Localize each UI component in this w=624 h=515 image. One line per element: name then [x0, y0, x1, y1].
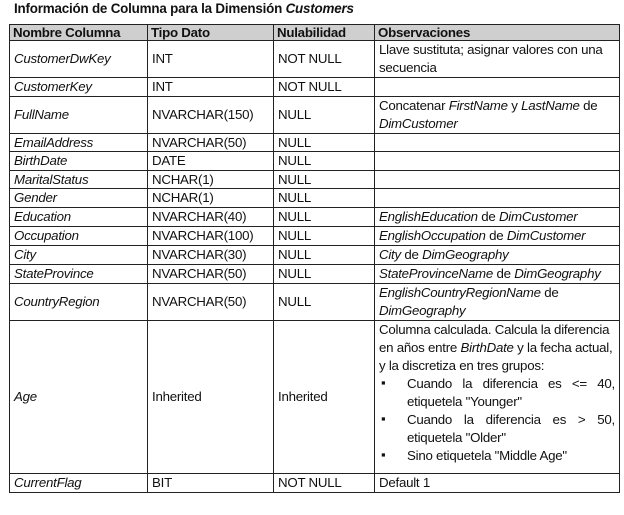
observations-cell [375, 41, 620, 78]
data-type-cell: NCHAR(1) [148, 170, 274, 189]
observation-text: DimCustomer [379, 115, 458, 131]
header-observations: Observaciones [375, 25, 620, 41]
observations-cell [375, 133, 620, 152]
observations-cell [375, 78, 620, 97]
column-name-cell: Age [10, 320, 148, 473]
data-type-cell: NVARCHAR(100) [148, 226, 274, 245]
header-nullability: Nulabilidad [274, 25, 375, 41]
nullability-cell: Inherited [274, 320, 375, 473]
table-row [10, 226, 620, 245]
nullability-cell: NULL [274, 245, 375, 264]
table-row [10, 189, 620, 208]
column-name-cell: FullName [10, 96, 148, 133]
observation-text: DimCustomer [498, 208, 578, 224]
observations-cell [375, 96, 620, 133]
data-type-cell: NVARCHAR(50) [148, 264, 274, 283]
column-name-cell: CustomerKey [10, 78, 148, 97]
observations-cell [375, 264, 620, 283]
observations-cell [375, 283, 620, 320]
observation-bullet-item: ▪ Sino etiquetela "Middle Age" [379, 447, 615, 465]
column-name-cell: CountryRegion [10, 283, 148, 320]
observation-bullet-item: ▪ Cuando la diferencia es > 50, etiquetela "Older" [379, 411, 615, 447]
observation-text: BirthDate [460, 339, 514, 355]
observation-text: de [485, 227, 507, 243]
column-name-cell: City [10, 245, 148, 264]
table-row [10, 264, 620, 283]
column-name-cell: Education [10, 207, 148, 226]
nullability-cell: NULL [274, 170, 375, 189]
observation-text: Default 1 [379, 474, 430, 490]
nullability-cell: NOT NULL [274, 78, 375, 97]
table-row [10, 170, 620, 189]
observation-text: DimGeography [514, 265, 601, 281]
observation-text: LastName [521, 97, 580, 113]
nullability-cell: NULL [274, 189, 375, 208]
column-name-cell: BirthDate [10, 152, 148, 171]
observations-cell [375, 245, 620, 264]
observation-text: EnglishOccupation [379, 227, 486, 243]
observations-cell [375, 473, 620, 492]
observation-text: de [493, 265, 515, 281]
table-row [10, 133, 620, 152]
table-row [10, 96, 620, 133]
nullability-cell: NOT NULL [274, 473, 375, 492]
table-row [10, 283, 620, 320]
observations-cell [375, 207, 620, 226]
column-name-cell: MaritalStatus [10, 170, 148, 189]
observation-text: DimGeography [379, 302, 466, 318]
observation-bullet-list [379, 375, 615, 465]
data-type-cell: DATE [148, 152, 274, 171]
data-type-cell: NVARCHAR(30) [148, 245, 274, 264]
column-name-cell: Gender [10, 189, 148, 208]
data-type-cell: NVARCHAR(50) [148, 283, 274, 320]
caption-prefix: Información de Columna para la Dimensión [14, 1, 286, 16]
table-row [10, 320, 620, 473]
nullability-cell: NULL [274, 133, 375, 152]
table-row [10, 245, 620, 264]
data-type-cell: INT [148, 78, 274, 97]
observation-text: de [540, 284, 559, 300]
observation-text: de [400, 246, 423, 262]
caption-dimension-name: Customers [285, 1, 354, 16]
column-name-cell: StateProvince [10, 264, 148, 283]
nullability-cell: NULL [274, 283, 375, 320]
data-type-cell: NVARCHAR(150) [148, 96, 274, 133]
table-row [10, 207, 620, 226]
observation-text: Concatenar [379, 97, 449, 113]
data-type-cell: NCHAR(1) [148, 189, 274, 208]
observation-text: EnglishCountryRegionName [379, 284, 541, 300]
data-type-cell: NVARCHAR(50) [148, 133, 274, 152]
data-type-cell: INT [148, 41, 274, 78]
column-name-cell: CustomerDwKey [10, 41, 148, 78]
observation-text: Columna calculada. Calcula la diferencia en años entre [379, 321, 610, 355]
header-row [10, 25, 620, 41]
observations-cell [375, 152, 620, 171]
observation-text: City [379, 246, 401, 262]
observation-text: FirstName [448, 97, 508, 113]
data-type-cell: Inherited [148, 320, 274, 473]
table-row [10, 473, 620, 492]
nullability-cell: NOT NULL [274, 41, 375, 78]
nullability-cell: NULL [274, 152, 375, 171]
observations-cell [375, 189, 620, 208]
observation-bullet-item: ▪ Cuando la diferencia es <= 40, etiquetela "Younger" [379, 375, 615, 411]
observation-text: Llave sustituta; asignar valores con una secuencia [379, 42, 603, 75]
columns-table [9, 24, 620, 493]
nullability-cell: NULL [274, 264, 375, 283]
observation-text: de [579, 97, 598, 113]
data-type-cell: NVARCHAR(40) [148, 207, 274, 226]
observations-cell [375, 226, 620, 245]
data-type-cell: BIT [148, 473, 274, 492]
observation-text: StateProvinceName [379, 265, 494, 281]
header-column-name: Nombre Columna [10, 25, 148, 41]
nullability-cell: NULL [274, 226, 375, 245]
nullability-cell: NULL [274, 96, 375, 133]
table-row [10, 41, 620, 78]
table-caption [14, 0, 354, 18]
observation-text: y [507, 97, 522, 113]
observation-text: de [477, 208, 499, 224]
observation-text: EnglishEducation [379, 208, 478, 224]
observation-text: DimCustomer [506, 227, 586, 243]
observations-cell [375, 170, 620, 189]
column-name-cell: EmailAddress [10, 133, 148, 152]
observation-text: DimGeography [422, 246, 509, 262]
column-name-cell: CurrentFlag [10, 473, 148, 492]
table-row [10, 152, 620, 171]
column-name-cell: Occupation [10, 226, 148, 245]
nullability-cell: NULL [274, 207, 375, 226]
header-data-type: Tipo Dato [148, 25, 274, 41]
observations-cell [375, 320, 620, 473]
observation-text: y la fecha actual, y la discretiza en tres grupos: [379, 339, 613, 373]
table-row [10, 78, 620, 97]
